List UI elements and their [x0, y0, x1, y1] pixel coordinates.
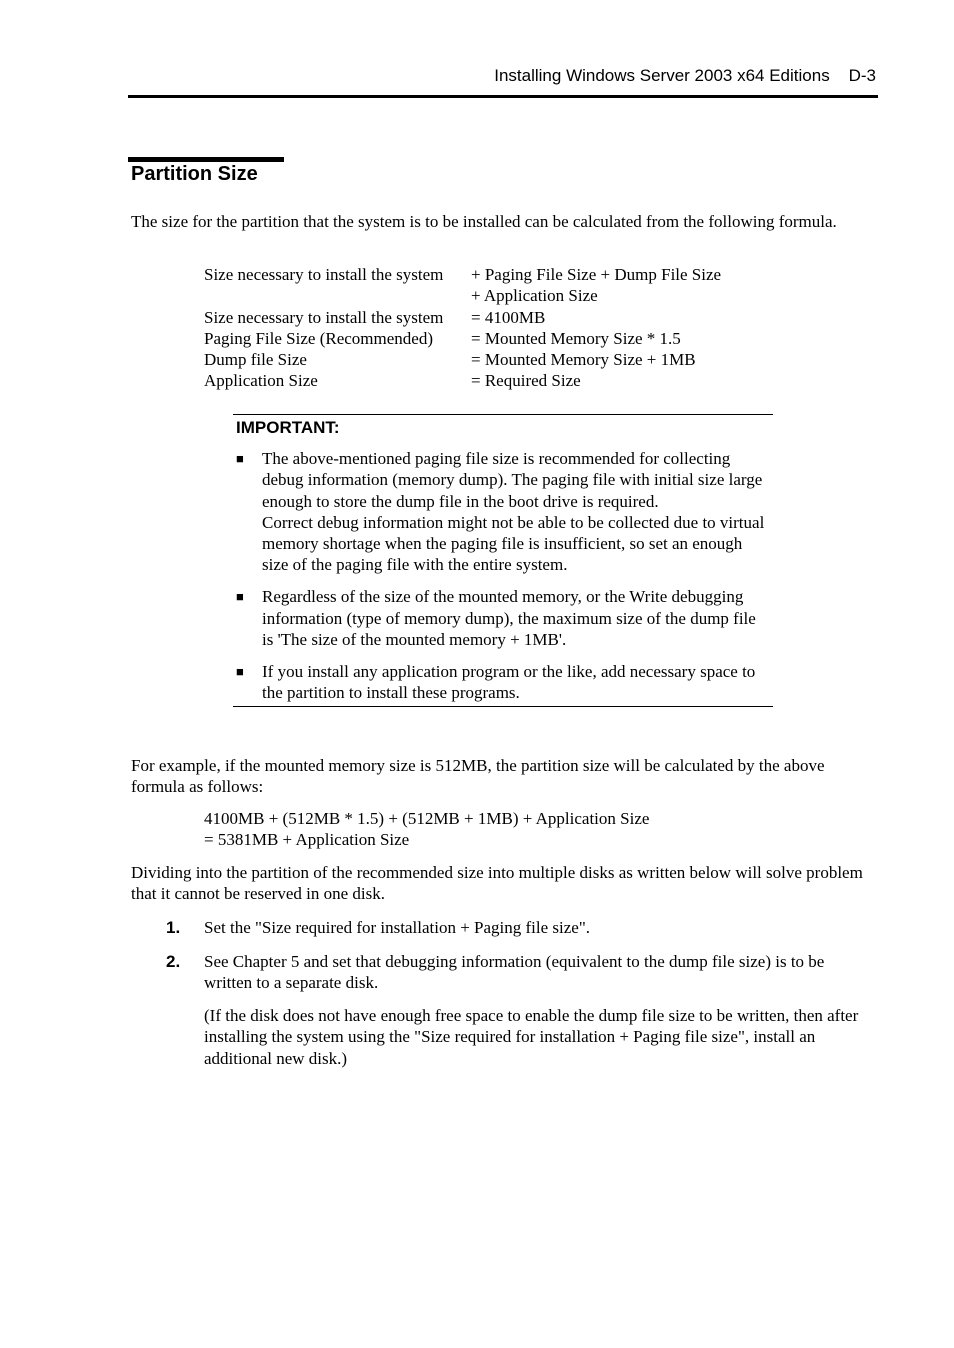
step-number: 1. — [166, 918, 181, 937]
section-title-bar — [128, 157, 284, 162]
formula-row — [204, 370, 721, 391]
section-title: Partition Size — [131, 163, 258, 185]
step-text: Set the "Size required for installation + Paging file size". — [204, 918, 591, 937]
formula-left: Size necessary to install the system — [204, 307, 444, 327]
example-paragraph: For example, if the mounted memory size is 512MB, the partition size will be calculated by the above formula as follows: — [131, 756, 825, 797]
header-rule — [128, 95, 878, 98]
list-item-paragraph: Correct debug information might not be able to be collected due to virtual memory shortage when the paging file is insufficient, so set an enough size of the paging file with the entire system. — [262, 512, 765, 575]
formula-left: Size necessary to install the system — [204, 265, 444, 284]
calculation-block — [204, 808, 649, 851]
important-title: IMPORTANT: — [236, 418, 340, 437]
list-item — [233, 661, 773, 704]
step-item — [166, 917, 874, 938]
square-bullet-icon: ■ — [236, 663, 244, 679]
formula-row — [204, 285, 721, 306]
formula-row — [204, 264, 721, 285]
square-bullet-icon: ■ — [236, 589, 244, 605]
formula-left — [204, 285, 471, 306]
step-number: 2. — [166, 952, 181, 971]
formula-left: Paging File Size (Recommended) — [204, 328, 433, 348]
formula-table — [204, 264, 721, 392]
formula-left: Application Size — [204, 371, 318, 391]
list-item — [233, 586, 773, 650]
formula-right: + Application Size — [471, 286, 598, 306]
list-item-text — [262, 586, 767, 650]
list-item-text — [262, 661, 767, 704]
running-header: Installing Windows Server 2003 x64 Editions D-3 — [494, 66, 876, 85]
important-box — [233, 414, 773, 707]
list-item-text — [262, 448, 767, 576]
list-item-paragraph: Regardless of the size of the mounted memory, or the Write debugging information (type of memory dump), the maximum size of the dump file is 'The size of the mounted memory + 1MB'. — [262, 587, 756, 649]
formula-right: = Mounted Memory Size + 1MB — [471, 350, 696, 370]
formula-right: = Required Size — [471, 371, 581, 391]
list-item — [233, 448, 773, 576]
dividing-paragraph: Dividing into the partition of the recommended size into multiple disks as written below will solve problem that it cannot be reserved in one disk. — [131, 863, 863, 904]
formula-right: = Mounted Memory Size * 1.5 — [471, 328, 681, 348]
formula-right: + Paging File Size + Dump File Size — [471, 265, 722, 284]
important-list — [233, 448, 773, 703]
step-text: See Chapter 5 and set that debugging information (equivalent to the dump file size) is to be written to a separate disk. — [204, 952, 825, 993]
list-item-paragraph: The above-mentioned paging file size is recommended for collecting debug information (memory dump). The paging file with initial size large enough to store the dump file in the boot drive is required. — [262, 449, 763, 511]
formula-row — [204, 328, 721, 349]
formula-row — [204, 349, 721, 370]
calculation-line: 4100MB + (512MB * 1.5) + (512MB + 1MB) + Application Size — [204, 809, 650, 828]
step-note: (If the disk does not have enough free space to enable the dump file size to be written, then after installing the system using the "Size required for installation + Paging file size", install an additional new disk.) — [204, 1006, 859, 1068]
list-item-paragraph: If you install any application program or the like, add necessary space to the partition to install these programs. — [262, 661, 756, 702]
step-item — [166, 951, 874, 994]
calculation-line: = 5381MB + Application Size — [204, 830, 410, 850]
square-bullet-icon: ■ — [236, 451, 244, 466]
formula-right: = 4100MB — [471, 307, 546, 327]
formula-row — [204, 307, 721, 328]
formula-left: Dump file Size — [204, 350, 307, 370]
intro-paragraph: The size for the partition that the system is to be installed can be calculated from the following formula. — [131, 212, 837, 231]
